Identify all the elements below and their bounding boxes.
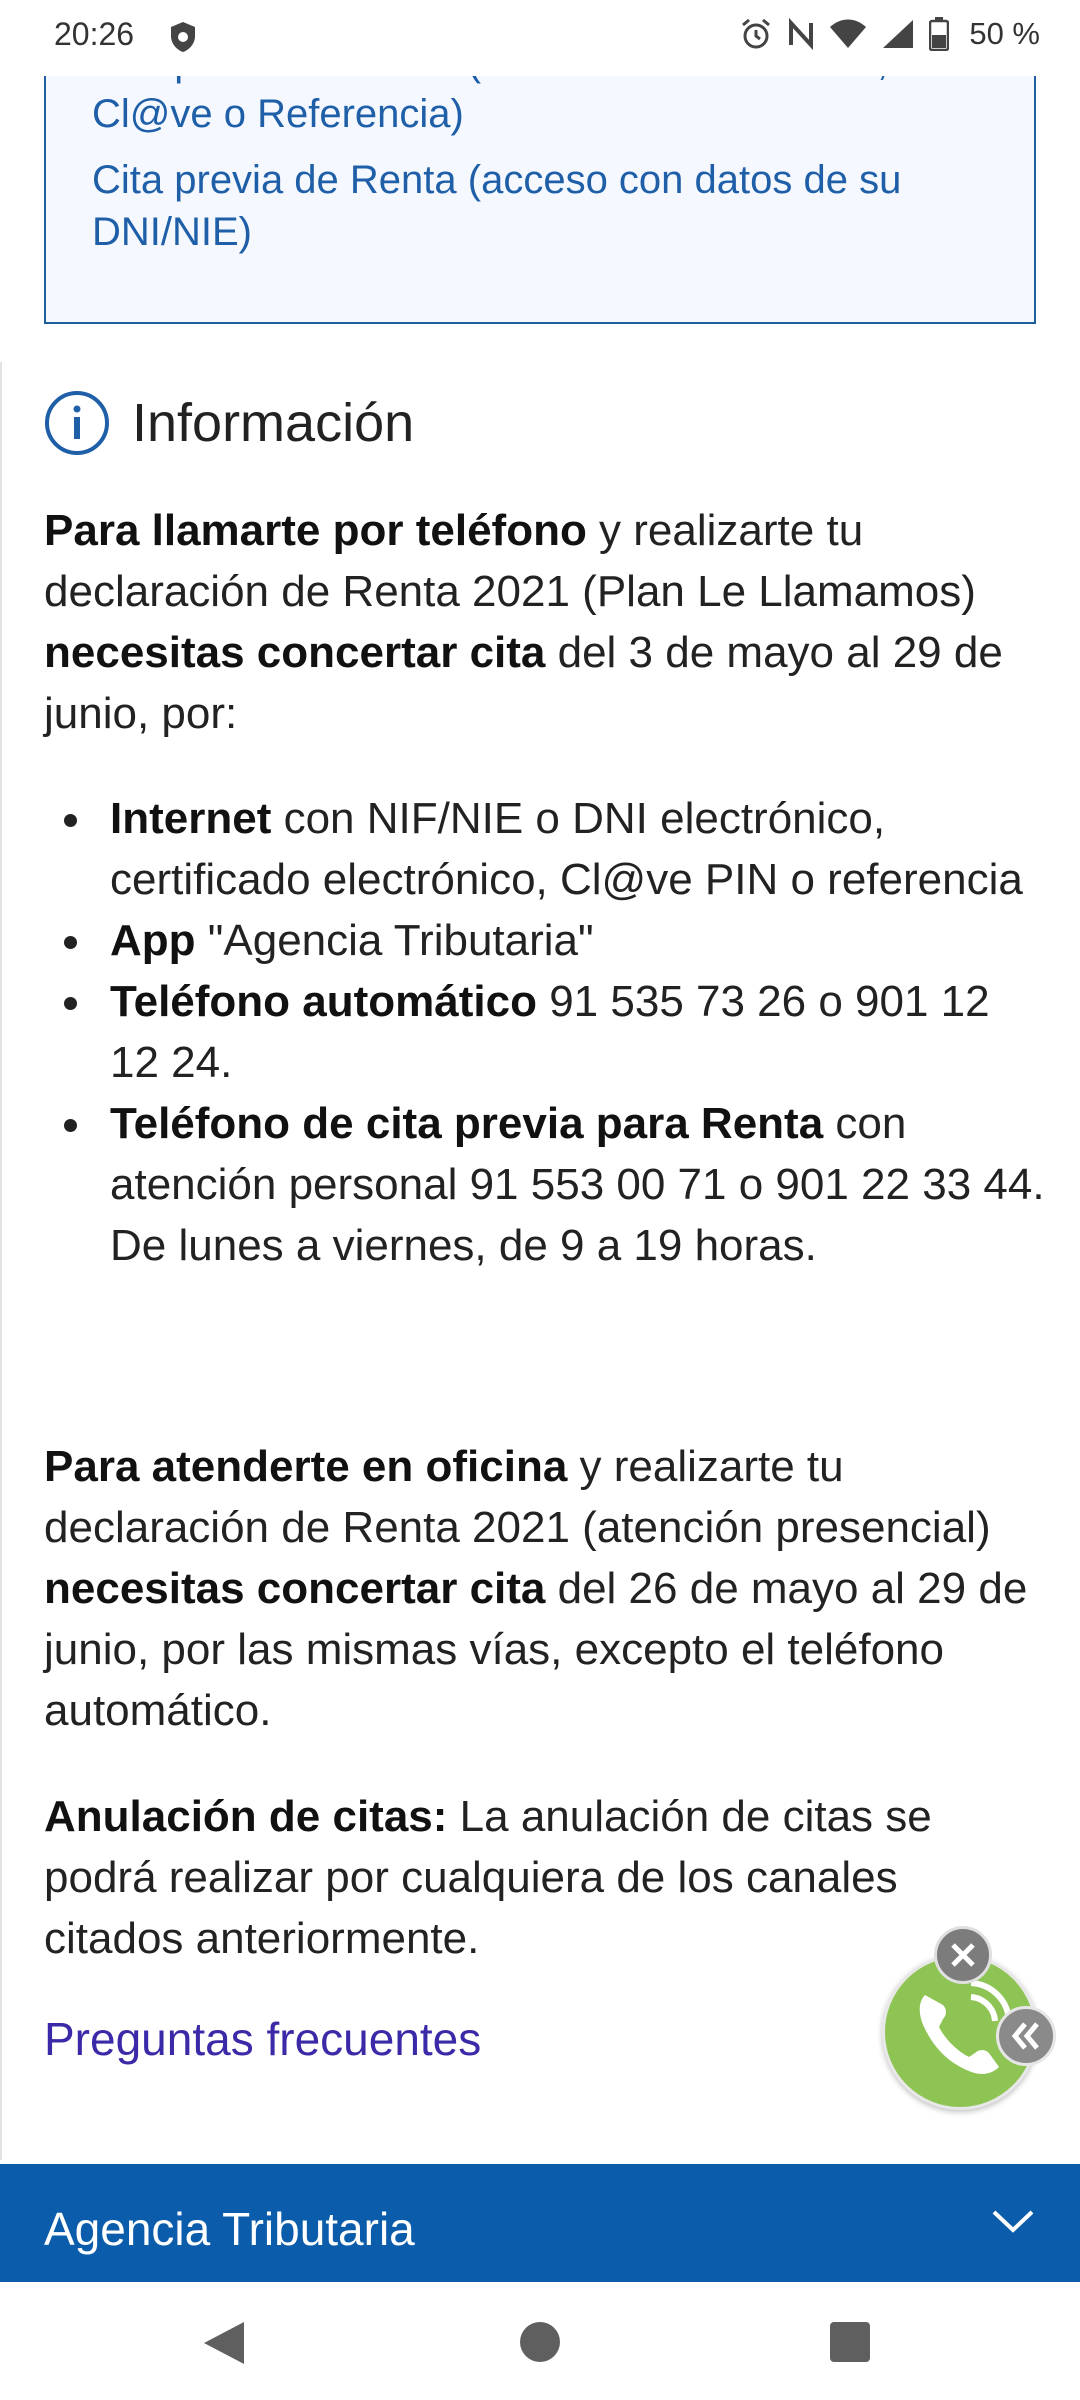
para-bold: Anulación de citas:: [44, 1792, 448, 1841]
list-item-text: con atención personal 91 553 00 71 o 901 22 33 44. De lunes a viernes, de 9 a 19 horas.: [110, 1099, 1045, 1270]
recents-icon[interactable]: [830, 2322, 870, 2362]
para-bold: necesitas concertar cita: [44, 628, 546, 677]
channels-list: [110, 788, 1050, 1276]
para-bold: Para llamarte por teléfono: [44, 506, 587, 555]
preguntas-frecuentes-link[interactable]: Preguntas frecuentes: [44, 2013, 482, 2065]
para-text: La anulación de citas se podrá realizar por cualquiera de los canales citados anteriormente.: [44, 1792, 932, 1963]
list-item-text: "Agencia Tributaria": [195, 916, 594, 965]
battery-icon: [929, 17, 949, 51]
wifi-icon: [829, 18, 867, 50]
close-widget-button[interactable]: [934, 1926, 992, 1984]
system-nav-bar: [0, 2282, 1080, 2400]
call-widget[interactable]: [876, 1926, 1056, 2116]
list-item: [110, 910, 1050, 971]
footer-title: Agencia Tributaria: [44, 2203, 415, 2255]
home-icon[interactable]: [520, 2322, 560, 2362]
status-time: 20:26: [54, 16, 135, 52]
list-item: [110, 971, 1050, 1093]
cita-previa-certificado-link[interactable]: Cl@ve o Referencia): [92, 92, 464, 136]
close-icon: [937, 1929, 989, 1981]
expand-widget-button[interactable]: [996, 2006, 1056, 2066]
info-header: [44, 390, 414, 456]
signal-icon: [881, 18, 915, 50]
status-bar: [0, 0, 1080, 76]
list-item-bold: Teléfono de cita previa para Renta: [110, 1099, 824, 1148]
para-bold: necesitas concertar cita: [44, 1564, 546, 1613]
shield-icon: [168, 20, 198, 54]
list-item-text: con NIF/NIE o DNI electrónico, certificado electrónico, Cl@ve PIN o referencia: [110, 794, 1023, 904]
list-item-text: 91 535 73 26 o 901 12 12 24.: [110, 977, 990, 1087]
para-text: del 3 de mayo al 29 de junio, por:: [44, 628, 1003, 738]
cita-previa-dni-link[interactable]: Cita previa de Renta (acceso con datos de su DNI/NIE): [92, 158, 902, 254]
divider: [0, 362, 2, 2160]
list-item-bold: Teléfono automático: [110, 977, 537, 1026]
para-text: y realizarte tu declaración de Renta 2021 (atención presencial): [44, 1442, 991, 1552]
info-title: Información: [132, 393, 415, 453]
list-item: [110, 788, 1050, 910]
para-bold: Para atenderte en oficina: [44, 1442, 568, 1491]
nfc-icon: [787, 17, 815, 51]
back-icon[interactable]: [202, 2320, 246, 2366]
para-text: y realizarte tu declaración de Renta 2021 (Plan Le Llamamos): [44, 506, 976, 616]
double-chevron-left-icon: [999, 2009, 1053, 2063]
chevron-down-icon[interactable]: [990, 2206, 1036, 2236]
alarm-icon: [739, 17, 773, 51]
info-paragraph-telefono: [44, 500, 1044, 744]
para-text: del 26 de mayo al 29 de junio, por las mismas vías, excepto el teléfono automático.: [44, 1564, 1028, 1735]
list-item-bold: App: [110, 916, 196, 965]
info-paragraph-oficina: [44, 1436, 1044, 1741]
battery-percent: 50 %: [969, 16, 1040, 51]
list-item-bold: Internet: [110, 794, 272, 843]
list-item: [110, 1093, 1050, 1276]
info-icon: [44, 390, 110, 456]
footer-accordion[interactable]: [0, 2164, 1080, 2282]
